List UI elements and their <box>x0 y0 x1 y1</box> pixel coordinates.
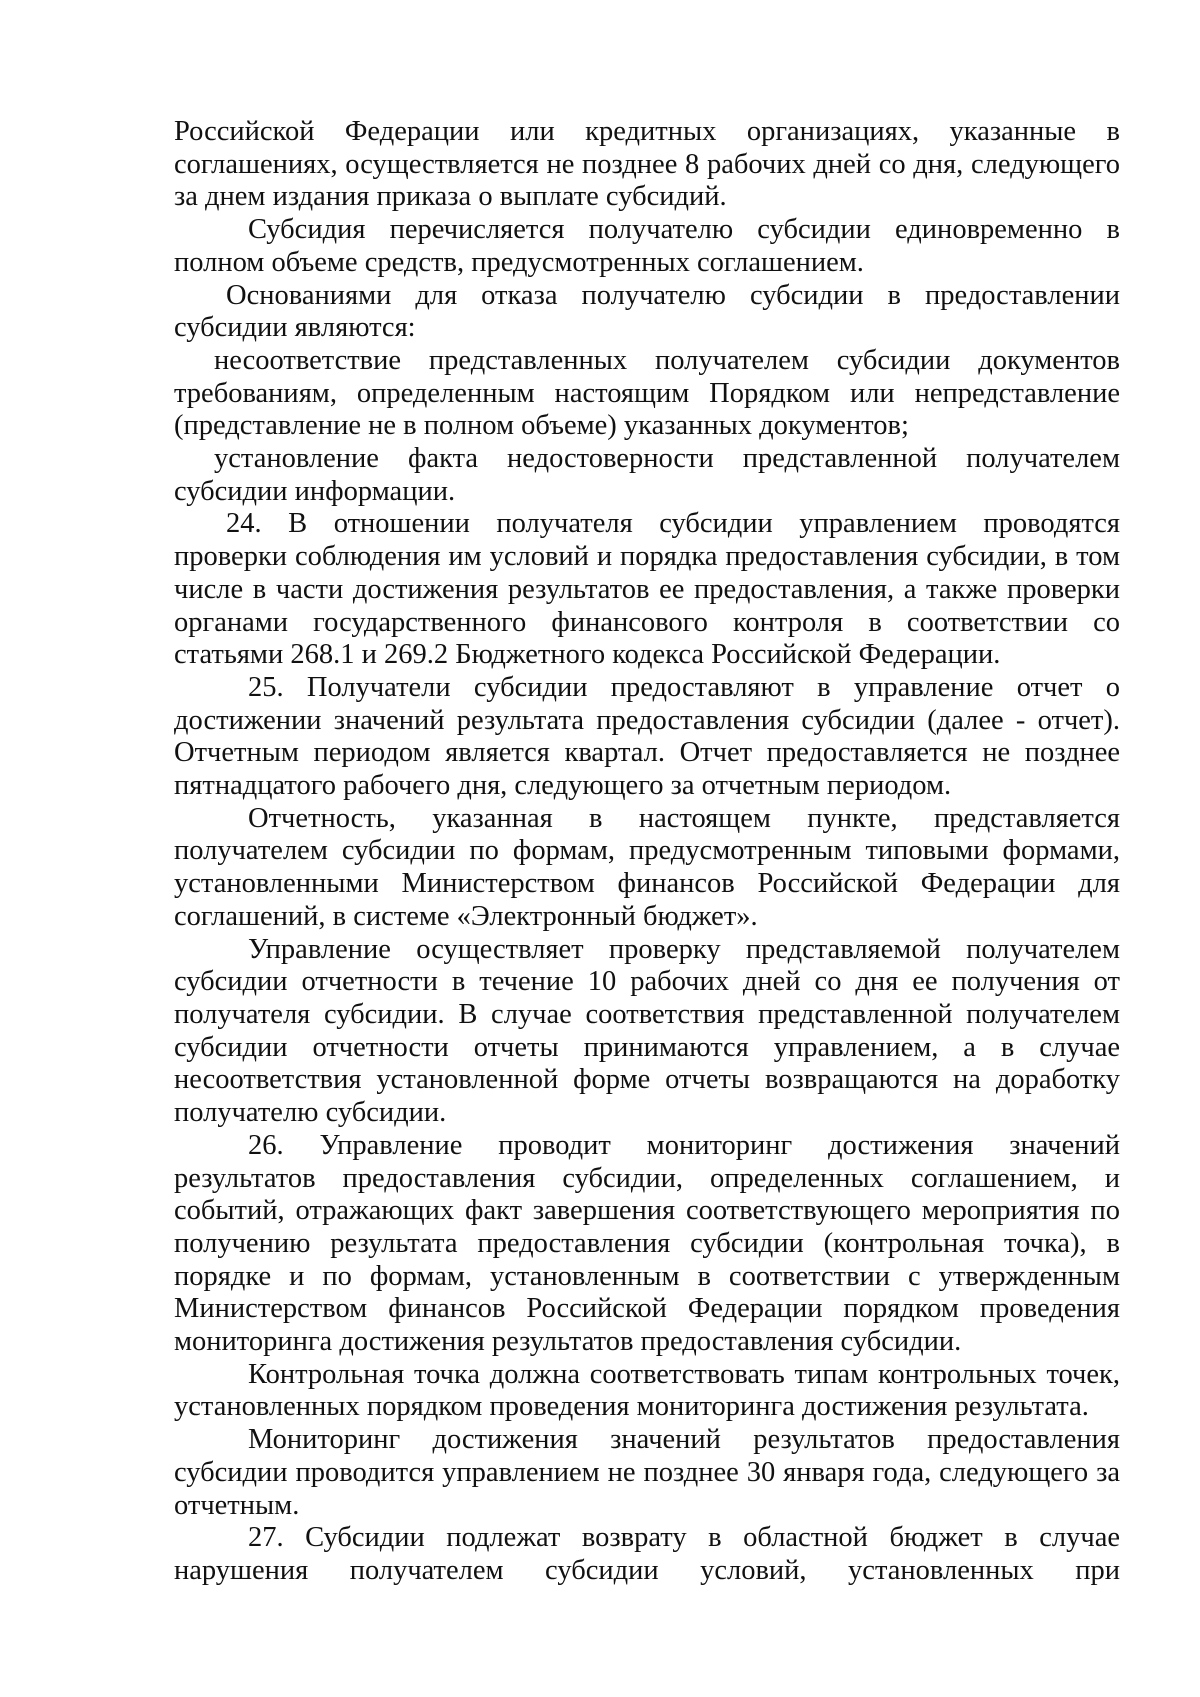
paragraph-5: установление факта недостоверности представленной получателем субсидии информации. <box>174 443 1120 507</box>
paragraph-1: Российской Федерации или кредитных организациях, указанные в соглашениях, осуществляется не позднее 8 рабочих дней со дня, следующего за днем издания приказа о выплате субсидий. <box>174 116 1120 213</box>
paragraph-7: 25. Получатели субсидии предоставляют в управление отчет о достижении значений результата предоставления субсидии (далее - отчет). Отчетным периодом является квартал. Отчет предоставляется не позднее пятнадцатого рабочего дня, следующего за отчетным периодом. <box>174 671 1120 802</box>
paragraph-3: Основаниями для отказа получателю субсидии в предоставлении субсидии являются: <box>174 279 1120 344</box>
paragraph-10: 26. Управление проводит мониторинг достижения значений результатов предоставления субсидии, определенных соглашением, и событий, отражающих факт завершения соответствующего мероприятия по получению результата предоставления субсидии (контрольная точка), в порядке и по формам, установленным в соответствии с утвержденным Министерством финансов Российской Федерации порядком проведения мониторинга достижения результатов предоставления субсидии. <box>174 1129 1120 1358</box>
paragraph-8: Отчетность, указанная в настоящем пункте, представляется получателем субсидии по формам, предусмотренным типовыми формами, установленными Министерством финансов Российской Федерации для соглашений, в системе «Электронный бюджет». <box>174 802 1120 932</box>
paragraph-2: Субсидия перечисляется получателю субсидии единовременно в полном объеме средств, предусмотренных соглашением. <box>174 214 1120 278</box>
paragraph-11: Контрольная точка должна соответствовать типам контрольных точек, установленных порядком проведения мониторинга достижения результата. <box>174 1358 1120 1423</box>
paragraph-4: несоответствие представленных получателем субсидии документов требованиям, определенным настоящим Порядком или непредставление (представление не в полном объеме) указанных документов; <box>174 344 1120 442</box>
document-body <box>174 116 1120 1588</box>
paragraph-9: Управление осуществляет проверку представляемой получателем субсидии отчетности в течение 10 рабочих дней со дня ее получения от получателя субсидии. В случае соответствия представленной получателем субсидии отчетности отчеты принимаются управлением, а в случае несоответствия установленной форме отчеты возвращаются на доработку получателю субсидии. <box>174 933 1120 1129</box>
paragraph-13: 27. Субсидии подлежат возврату в областной бюджет в случае нарушения получателем субсидии условий, установленных при <box>174 1522 1120 1586</box>
paragraph-12: Мониторинг достижения значений результатов предоставления субсидии проводится управлением не позднее 30 января года, следующего за отчетным. <box>174 1424 1120 1521</box>
paragraph-6: 24. В отношении получателя субсидии управлением проводятся проверки соблюдения им условий и порядка предоставления субсидии, в том числе в части достижения результатов ее предоставления, а также проверки органами государственного финансового контроля в соответствии со статьями 268.1 и 269.2 Бюджетного кодекса Российской Федерации. <box>174 508 1120 671</box>
